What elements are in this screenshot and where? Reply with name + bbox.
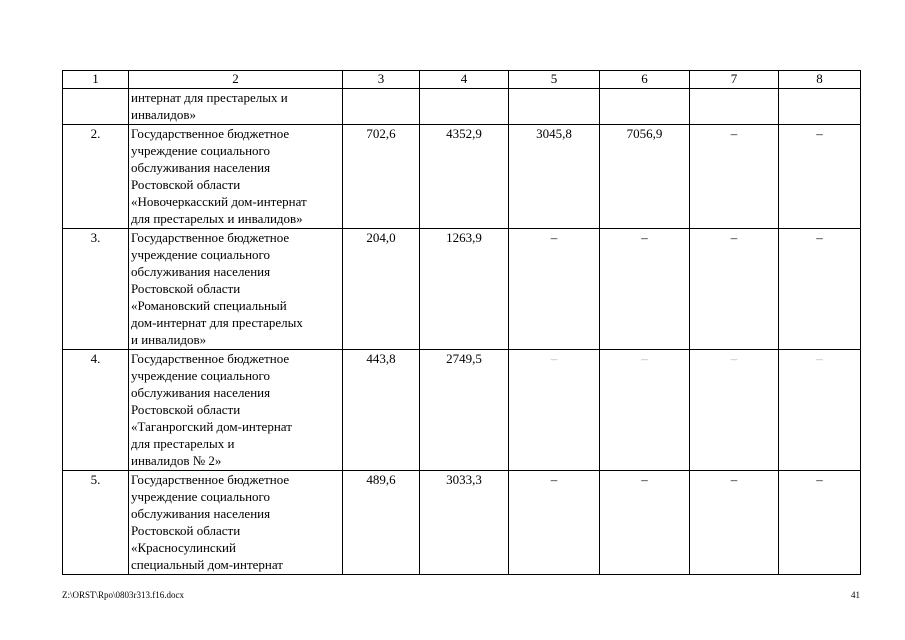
value-cell-col5: – (509, 471, 600, 575)
institution-name-line: «Новочеркасский дом-интернат (131, 194, 307, 209)
institution-name-line: Государственное бюджетное (131, 351, 290, 366)
institution-name-cell (129, 471, 343, 575)
table-row (63, 89, 861, 125)
institution-name-cell (129, 89, 343, 125)
institution-name-line: дом-интернат для престарелых (131, 315, 303, 330)
institution-name-line: Ростовской области (131, 177, 241, 192)
header-cell: 3 (343, 71, 420, 89)
value-cell-col7: – (690, 471, 779, 575)
institution-name-line: «Таганрогский дом-интернат (131, 419, 292, 434)
value-cell-col5 (509, 89, 600, 125)
value-cell-col6: – (600, 471, 690, 575)
value-cell-col5: 3045,8 (509, 125, 600, 229)
institution-name-line: Ростовской области (131, 402, 241, 417)
value-cell-col4: 4352,9 (420, 125, 509, 229)
institution-name-line: учреждение социального (131, 368, 271, 383)
institution-name-cell (129, 229, 343, 350)
footer-file-path: Z:\ORST\Rpo\0803r313.f16.docx (62, 590, 184, 600)
table-row (63, 125, 861, 229)
value-cell-col8: – (779, 350, 861, 471)
header-cell: 5 (509, 71, 600, 89)
value-cell-col7 (690, 89, 779, 125)
institution-name-line: Государственное бюджетное (131, 230, 290, 245)
data-table (62, 70, 861, 575)
row-number-cell: 2. (63, 125, 129, 229)
value-cell-col8: – (779, 471, 861, 575)
institution-name-cell (129, 125, 343, 229)
value-cell-col4: 2749,5 (420, 350, 509, 471)
value-cell-col6: – (600, 350, 690, 471)
table-row (63, 229, 861, 350)
institution-name-line: инвалидов» (131, 107, 196, 122)
value-cell-col6 (600, 89, 690, 125)
value-cell-col6: 7056,9 (600, 125, 690, 229)
institution-name-line: для престарелых и (131, 436, 235, 451)
institution-name-line: Государственное бюджетное (131, 126, 290, 141)
value-cell-col3: 443,8 (343, 350, 420, 471)
value-cell-col8: – (779, 125, 861, 229)
institution-name-line: интернат для престарелых и (131, 90, 288, 105)
institution-name-line: Ростовской области (131, 523, 241, 538)
value-cell-col3: 489,6 (343, 471, 420, 575)
value-cell-col7: – (690, 229, 779, 350)
institution-name-line: учреждение социального (131, 247, 271, 262)
value-cell-col3: 204,0 (343, 229, 420, 350)
value-cell-col5: – (509, 229, 600, 350)
institution-name-line: Государственное бюджетное (131, 472, 290, 487)
header-cell: 1 (63, 71, 129, 89)
institution-name-line: обслуживания населения (131, 385, 271, 400)
value-cell-col7: – (690, 125, 779, 229)
row-number-cell: 5. (63, 471, 129, 575)
institution-name-line: обслуживания населения (131, 160, 271, 175)
header-cell: 7 (690, 71, 779, 89)
institution-name-line: учреждение социального (131, 143, 271, 158)
table-row (63, 471, 861, 575)
footer-page-number: 41 (851, 590, 860, 600)
table-header-row (63, 71, 861, 89)
value-cell-col4: 3033,3 (420, 471, 509, 575)
value-cell-col3 (343, 89, 420, 125)
row-number-cell (63, 89, 129, 125)
institution-name-line: учреждение социального (131, 489, 271, 504)
header-cell: 4 (420, 71, 509, 89)
institution-name-cell (129, 350, 343, 471)
institution-name-line: Ростовской области (131, 281, 241, 296)
institution-name-line: обслуживания населения (131, 506, 271, 521)
value-cell-col5: – (509, 350, 600, 471)
institution-name-line: специальный дом-интернат (131, 557, 283, 572)
institution-name-line: «Красносулинский (131, 540, 236, 555)
institution-name-line: и инвалидов» (131, 332, 207, 347)
table-row (63, 350, 861, 471)
value-cell-col4: 1263,9 (420, 229, 509, 350)
value-cell-col8: – (779, 229, 861, 350)
row-number-cell: 4. (63, 350, 129, 471)
header-cell: 2 (129, 71, 343, 89)
value-cell-col3: 702,6 (343, 125, 420, 229)
value-cell-col8 (779, 89, 861, 125)
institution-name-line: инвалидов № 2» (131, 453, 222, 468)
institution-name-line: обслуживания населения (131, 264, 271, 279)
row-number-cell: 3. (63, 229, 129, 350)
value-cell-col7: – (690, 350, 779, 471)
institution-name-line: для престарелых и инвалидов» (131, 211, 303, 226)
institution-name-line: «Романовский специальный (131, 298, 287, 313)
header-cell: 8 (779, 71, 861, 89)
header-cell: 6 (600, 71, 690, 89)
value-cell-col6: – (600, 229, 690, 350)
value-cell-col4 (420, 89, 509, 125)
